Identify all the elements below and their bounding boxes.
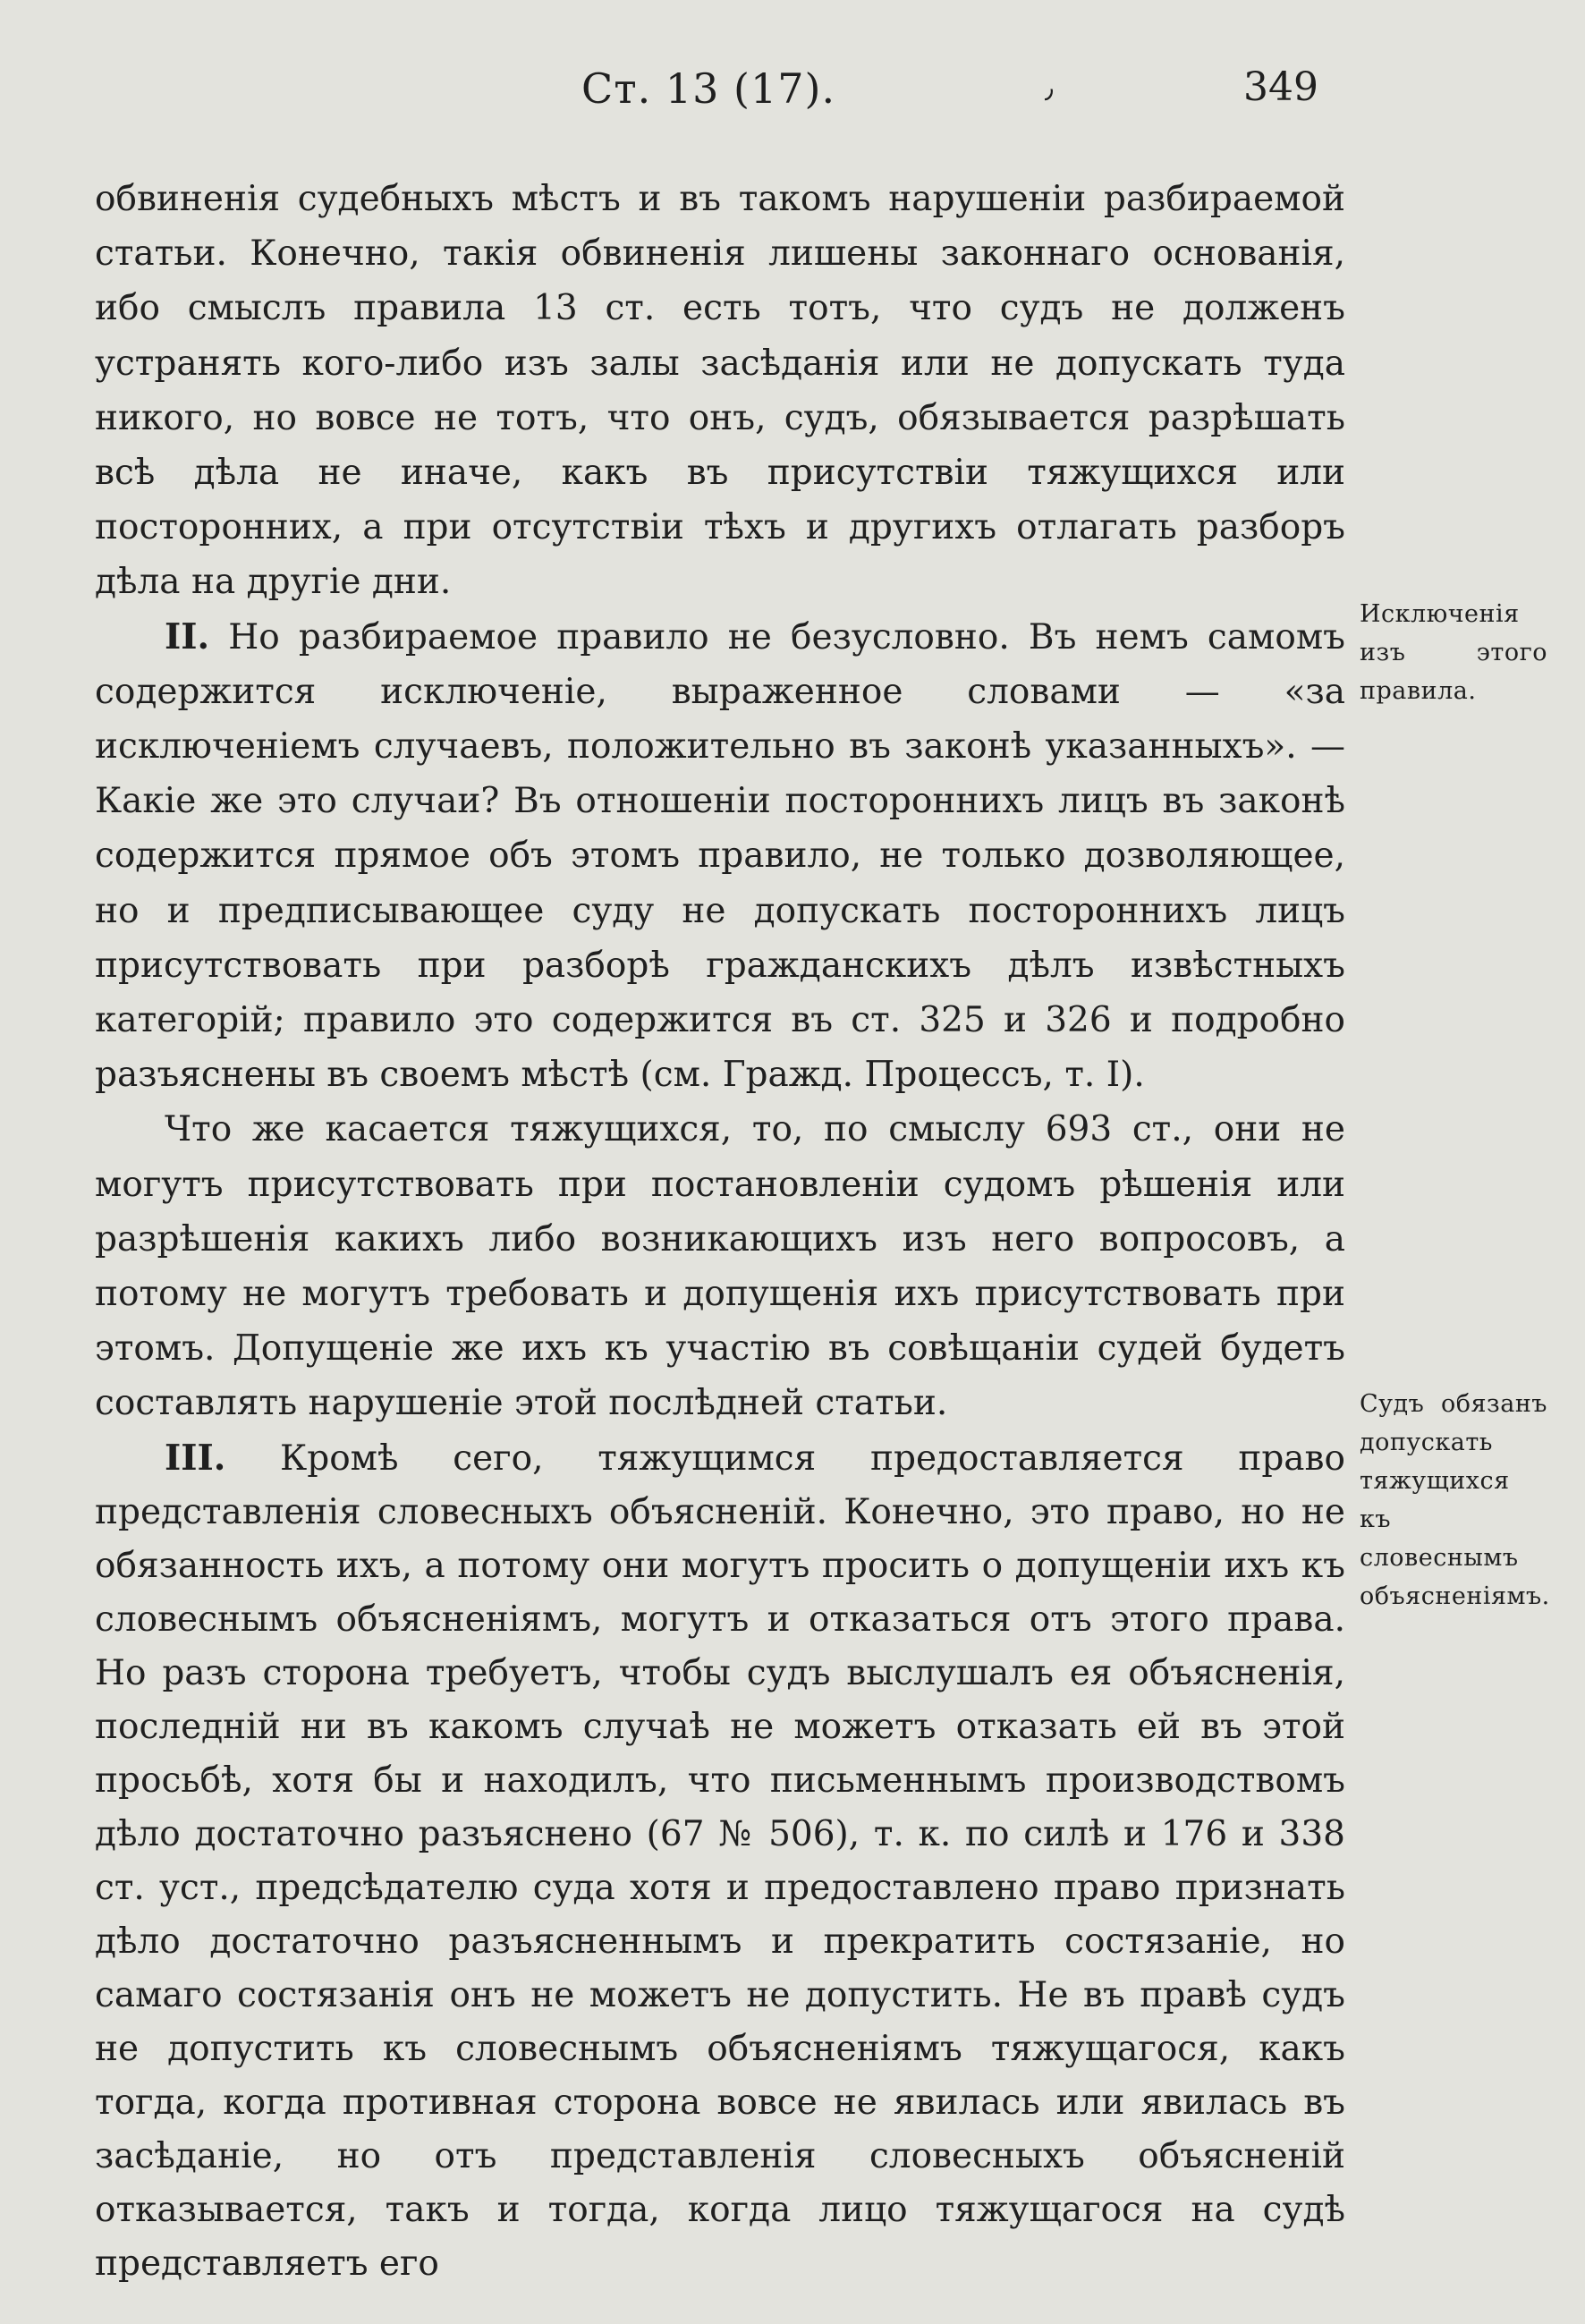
page-number: 349 <box>1243 64 1318 110</box>
header-mark: ٫ <box>1045 73 1054 105</box>
margin-note-court-obligation: Судъ обязанъ допускать тяжущихся къ словеснымъ объясненіямъ. <box>1360 1390 1550 1610</box>
section-number-2: II. <box>165 615 210 657</box>
header-title: Ст. 13 (17). <box>581 64 836 113</box>
paragraph-2 <box>95 610 1345 1103</box>
main-text <box>95 172 1345 2291</box>
paragraph-1: обвиненія судебныхъ мѣстъ и въ такомъ нарушеніи разбираемой статьи. Конечно, такія обвиненія лишены законнаго основанія, ибо смыслъ правила 13 ст. есть тотъ, что судъ не долженъ устранять кого-либо изъ залы засѣданія или не допускать туда никого, но вовсе не тотъ, что онъ, судъ, обязывается разрѣшать всѣ дѣла не иначе, какъ въ присутствіи тяжущихся или посторонних, а при отсутствіи тѣхъ и другихъ отлагать разборъ дѣла на другіе дни. <box>95 179 1345 603</box>
margin-note-exceptions: Исключенія изъ этого правила. <box>1360 600 1547 705</box>
paragraph-2-text: Но разбираемое правило не безусловно. Въ немъ самомъ содержится исключеніе, выраженное словами — «за исключеніемъ случаевъ, положительно въ законѣ указанныхъ». — Какіе же это случаи? Въ отношеніи постороннихъ лицъ въ законѣ содержится прямое объ этомъ правило, не только дозволяющее, но и предписывающее суду не допускать постороннихъ лицъ присутствовать при разборѣ гражданскихъ дѣлъ извѣстныхъ категорій; правило это содержится въ ст. 325 и 326 и подробно разъяснены въ своемъ мѣстѣ (см. Гражд. Процессъ, т. I). <box>95 616 1345 1096</box>
section-number-3: III. <box>165 1437 226 1479</box>
paragraph-4 <box>95 1431 1345 2291</box>
running-header <box>89 64 1342 127</box>
paragraph-4-text: Кромѣ сего, тяжущимся предоставляется право представленія словесныхъ объясненій. Конечно, это право, но не обязанность ихъ, а потому они могутъ просить о допущеніи ихъ къ словеснымъ объясненіямъ, могутъ и отказаться отъ этого права. Но разъ сторона требуетъ, чтобы судъ выслушалъ ея объясненія, последній ни въ какомъ случаѣ не можетъ отказать ей въ этой просьбѣ, хотя бы и находилъ, что письменнымъ производствомъ дѣло достаточно разъяснено (67 № 506), т. к. по силѣ и 176 и 338 ст. уст., предсѣдателю суда хотя и предоставлено право признать дѣло достаточно разъясненнымъ и прекратить состязаніе, но самаго состязанія онъ не можетъ не допустить. Не въ правѣ судъ не допустить къ словеснымъ объясненіямъ тяжущагося, какъ тогда, когда противная сторона вовсе не явилась или явилась въ засѣданіе, но отъ представленія словесныхъ объясненій отказывается, такъ и тогда, когда лицо тяжущагося на судѣ представляетъ его <box>95 1438 1345 2284</box>
paragraph-3: Что же касается тяжущихся, то, по смыслу 693 ст., они не могутъ присутствовать при постановленіи судомъ рѣшенія или разрѣшенія какихъ либо возникающихъ изъ него вопросовъ, а потому не могутъ требовать и допущенія ихъ присутствовать при этомъ. Допущеніе же ихъ къ участію въ совѣщаніи судей будетъ составлять нарушеніе этой послѣдней статьи. <box>95 1109 1345 1424</box>
